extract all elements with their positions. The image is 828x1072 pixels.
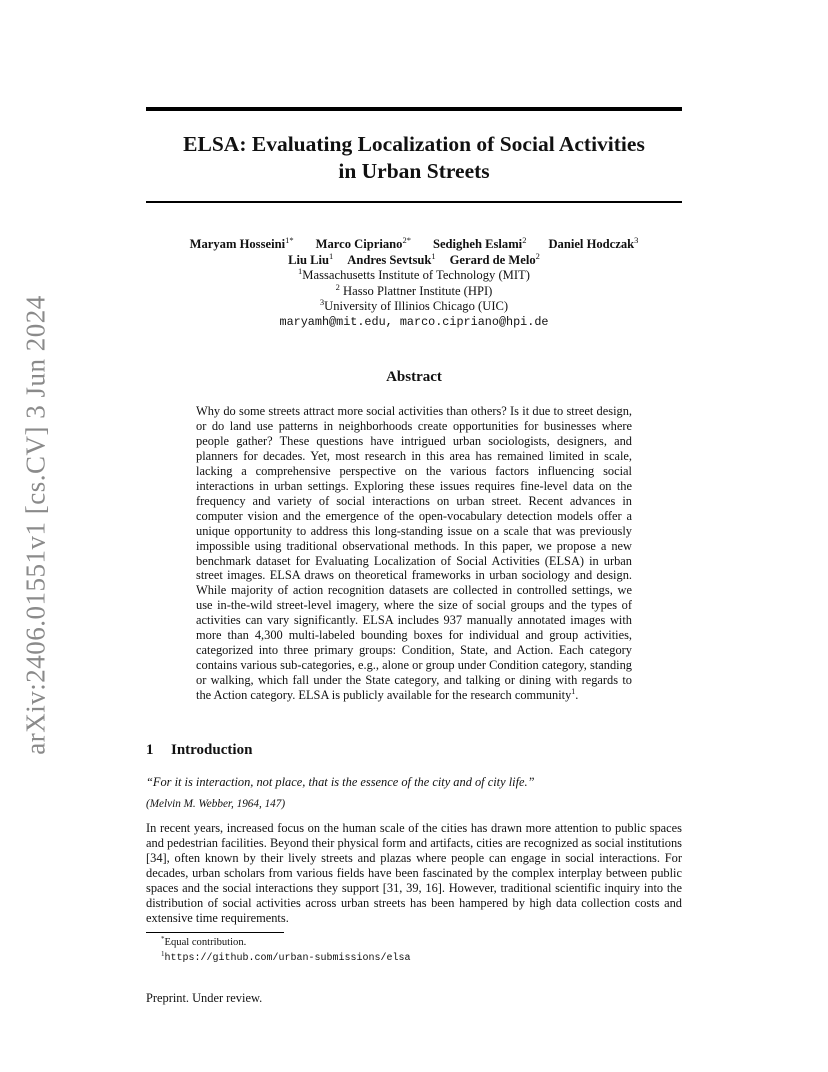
author-mark: 1 bbox=[329, 250, 334, 261]
section-heading bbox=[146, 742, 252, 759]
affiliation-line bbox=[146, 268, 682, 284]
author-block bbox=[146, 237, 682, 330]
footnotes bbox=[161, 936, 411, 966]
section-number: 1 bbox=[146, 742, 154, 758]
author-line-2 bbox=[146, 250, 682, 269]
footnote-mark: * bbox=[161, 935, 165, 943]
epigraph-source: (Melvin M. Webber, 1964, 147) bbox=[146, 798, 286, 810]
author-name: Andres Sevtsuk bbox=[347, 252, 432, 267]
author-name: Marco Cipriano bbox=[315, 237, 403, 251]
footnote-item bbox=[161, 951, 411, 967]
affiliation-line bbox=[146, 299, 682, 315]
author-mark: 1* bbox=[285, 235, 294, 245]
author-mark: 2* bbox=[402, 235, 411, 245]
author-name: Gerard de Melo bbox=[449, 252, 536, 267]
footnote-mark: 1 bbox=[161, 949, 165, 958]
affiliation-mark: 1 bbox=[298, 266, 303, 276]
affiliation-text: University of Illinios Chicago (UIC) bbox=[324, 299, 509, 313]
author-name: Liu Liu bbox=[288, 252, 330, 267]
intro-paragraph: In recent years, increased focus on the human scale of the cities has drawn more attention to public spaces and pedestrian facilities. Beyond their physical form and artifacts, cities are recognized as social institutions [34], often known by their lively streets and plazas where people can engage in social interactions. For decades, urban scholars from various fields have been fascinated by the complex interplay between public spaces and the social interactions they support [31, 39, 16]. However, traditional scientific inquiry into the distribution of social activities across urban streets has been hampered by high data collection costs and extensive time requirements. bbox=[146, 821, 682, 925]
affiliation-text: Massachusetts Institute of Technology (MIT) bbox=[302, 268, 530, 282]
author-name: Daniel Hodczak bbox=[548, 237, 635, 251]
paper-title bbox=[146, 131, 682, 185]
title-top-rule bbox=[146, 107, 682, 111]
epigraph-quote: “For it is interaction, not place, that is the essence of the city and of city life.” bbox=[146, 775, 535, 789]
arxiv-identifier[interactable]: arXiv:2406.01551v1 [cs.CV] 3 Jun 2024 bbox=[20, 295, 51, 755]
abstract-heading: Abstract bbox=[386, 369, 442, 385]
author-mark: 2 bbox=[535, 250, 540, 261]
page-footer: Preprint. Under review. bbox=[146, 991, 263, 1005]
author-name: Sedigheh Eslami bbox=[432, 237, 523, 251]
footnote-item bbox=[161, 936, 411, 951]
author-mark: 1 bbox=[431, 250, 436, 261]
section-title: Introduction bbox=[171, 742, 253, 758]
title-bottom-rule bbox=[146, 201, 682, 203]
author-name: Maryam Hosseini bbox=[189, 237, 286, 251]
title-line-1: ELSA: Evaluating Localization of Social Activities bbox=[183, 132, 645, 156]
affiliation-mark: 3 bbox=[319, 297, 325, 307]
title-line-2: in Urban Streets bbox=[338, 159, 490, 183]
affiliation-line bbox=[146, 281, 682, 300]
author-mark: 3 bbox=[634, 235, 639, 245]
abstract-text: Why do some streets attract more social activities than others? Is it due to street design, or do land use patterns in neighborhoods create opportunities for businesses where people gather? These questions have intrigued urban sociologists, designers, and planners for decades. Yet, most research in this area has remained limited in scale, lacking a comprehensive perspective on the various factors influencing social interactions in urban settings. Exploring these issues requires fine-level data on the frequency and variety of social interactions on urban street. Recent advances in computer vision and the emergence of the open-vocabulary detection models offer a unique opportunity to address this long-standing issue on a scale that was previously impossible using traditional observational methods. In this paper, we propose a new benchmark dataset for Evaluating Localization of Social Activities (ELSA) in urban street images. ELSA draws on theoretical frameworks in urban sociology and design. While majority of action recognition datasets are collected in controlled settings, we use in-the-wild street-level imagery, where the size of social groups and the types of activities can vary significantly. ELSA includes 937 manually annotated images with more than 4,300 multi-labeled bounding boxes for individual and group activities, categorized into three primary groups: Condition, State, and Action. Each category contains various sub-categories, e.g., alone or group under Condition category, standing or walking, which fall under the State category, and talking or dining with regards to the Action category. ELSA is publicly available for the research community bbox=[196, 404, 632, 703]
abstract-body bbox=[196, 404, 632, 703]
footnote-text: Equal contribution. bbox=[164, 937, 247, 948]
footnote-ref[interactable]: 1 bbox=[571, 687, 576, 697]
author-mark: 2 bbox=[522, 235, 527, 245]
abstract-end: . bbox=[575, 688, 579, 703]
author-emails[interactable]: maryamh@mit.edu, marco.cipriano@hpi.de bbox=[279, 314, 549, 329]
affiliation-text: Hasso Plattner Institute (HPI) bbox=[339, 283, 493, 298]
affiliation-mark: 2 bbox=[335, 281, 340, 292]
footnote-rule bbox=[146, 932, 284, 933]
author-line-1 bbox=[146, 237, 682, 253]
footnote-link[interactable]: https://github.com/urban-submissions/elsa bbox=[164, 952, 411, 964]
